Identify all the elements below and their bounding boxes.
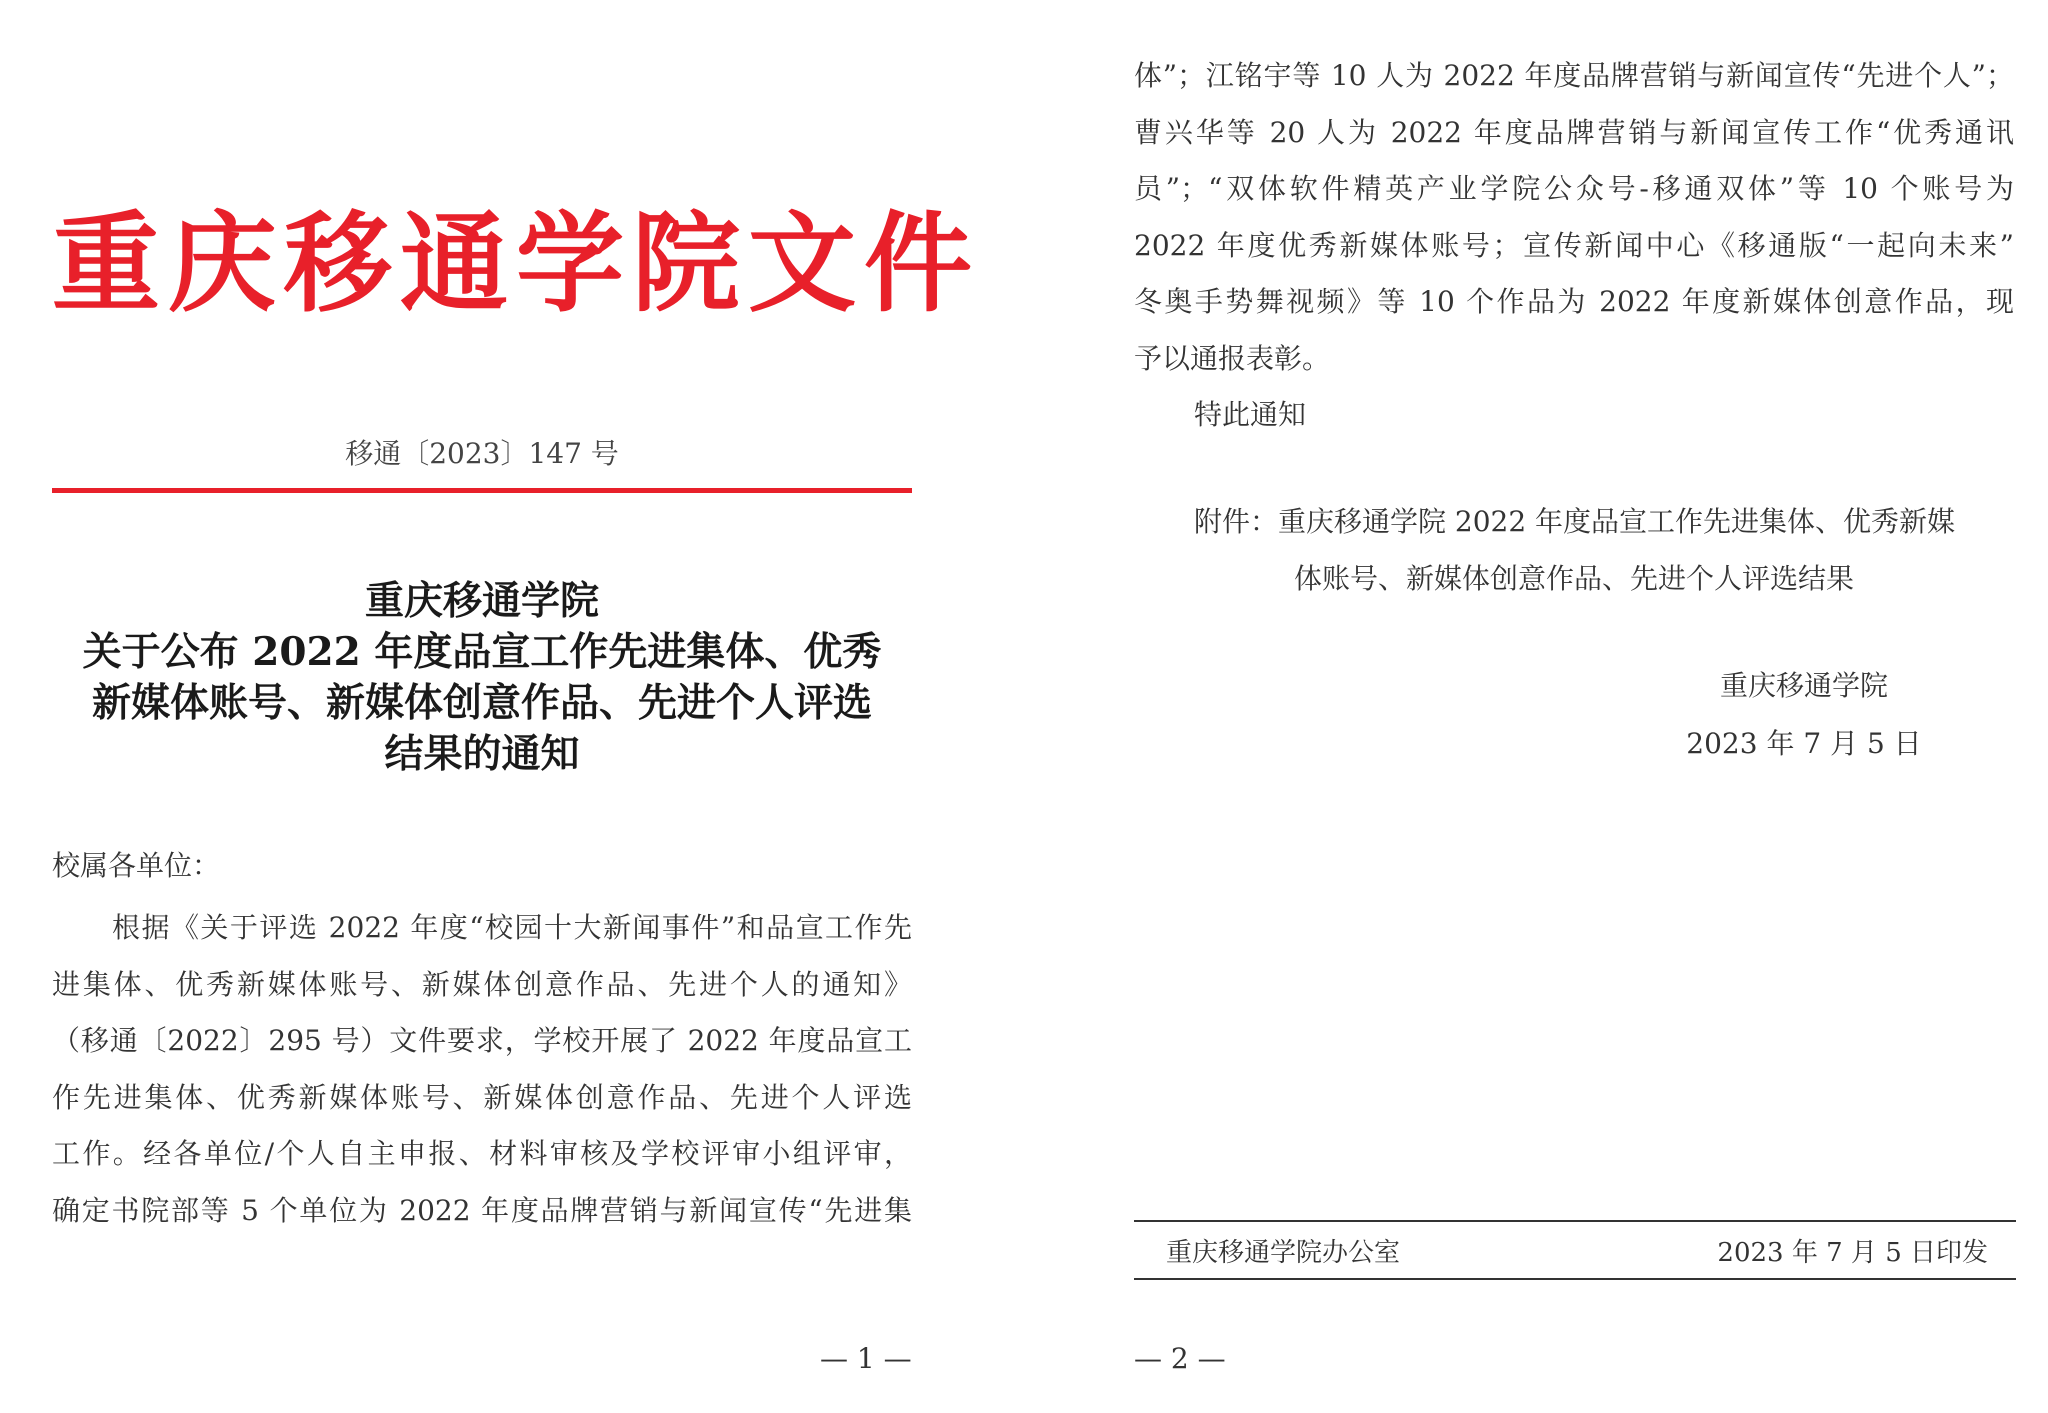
body-line: 根据《关于评选 2022 年度“校园十大新闻事件”和品宣工作先: [112, 911, 912, 944]
body-line: 工作。经各单位/个人自主申报、材料审核及学校评审小组评审，: [52, 1137, 912, 1170]
page-number: — 2 —: [1134, 1342, 1226, 1375]
document-page-2: [1024, 0, 2048, 1413]
attachment-note: [1194, 494, 2014, 607]
footer-issuing-office: 重庆移通学院办公室: [1166, 1238, 1401, 1268]
footer-rule-bottom: [1134, 1278, 2016, 1280]
document-red-header: 重庆移通学院文件: [52, 201, 981, 327]
title-line: 重庆移通学院: [364, 578, 599, 624]
body-line: 予以通报表彰。: [1134, 341, 1331, 375]
body-line: 作先进集体、优秀新媒体账号、新媒体创意作品、先进个人评选: [52, 1080, 912, 1114]
attachment-line: 附件：重庆移通学院 2022 年度品宣工作先进集体、优秀新媒: [1194, 505, 1956, 538]
body-line: 员”；“双体软件精英产业学院公众号-移通双体”等 10 个账号为: [1134, 172, 2014, 205]
footer-rule-top: [1134, 1220, 2016, 1222]
signature-date: 2023 年 7 月 5 日: [1686, 727, 1922, 760]
title-line: 关于公布 2022 年度品宣工作先进集体、优秀: [82, 629, 882, 675]
red-separator-line: [52, 488, 912, 493]
title-line: 结果的通知: [384, 731, 580, 777]
page-number: — 1 —: [820, 1342, 912, 1375]
footer-issue-date: 2023 年 7 月 5 日印发: [1717, 1238, 1988, 1268]
body-line: 冬奥手势舞视频》等 10 个作品为 2022 年度新媒体创意作品，现: [1134, 285, 2014, 318]
attachment-line: 体账号、新媒体创意作品、先进个人评选结果: [1294, 561, 1855, 595]
body-paragraph: [52, 900, 912, 1239]
body-line: 确定书院部等 5 个单位为 2022 年度品牌营销与新闻宣传“先进集: [52, 1193, 912, 1227]
document-number: 移通〔2023〕147 号: [345, 437, 619, 470]
body-line: 曹兴华等 20 人为 2022 年度品牌营销与新闻宣传工作“优秀通讯: [1134, 115, 2014, 149]
special-notice: 特此通知: [1194, 398, 1307, 431]
body-line: 体”；江铭宇等 10 人为 2022 年度品牌营销与新闻宣传“先进个人”；: [1134, 59, 2014, 92]
signature-organization: 重庆移通学院: [1719, 669, 1888, 702]
body-paragraph-continued: [1134, 48, 2014, 444]
title-line: 新媒体账号、新媒体创意作品、先进个人评选: [91, 680, 872, 726]
body-line: 2022 年度优秀新媒体账号；宣传新闻中心《移通版“一起向未来”: [1134, 228, 2014, 262]
salutation: 校属各单位：: [52, 849, 221, 882]
body-line: 进集体、优秀新媒体账号、新媒体创意作品、先进个人的通知》: [52, 967, 912, 1001]
document-title: [52, 576, 912, 780]
body-line: （移通〔2022〕295 号）文件要求，学校开展了 2022 年度品宣工: [52, 1024, 912, 1057]
